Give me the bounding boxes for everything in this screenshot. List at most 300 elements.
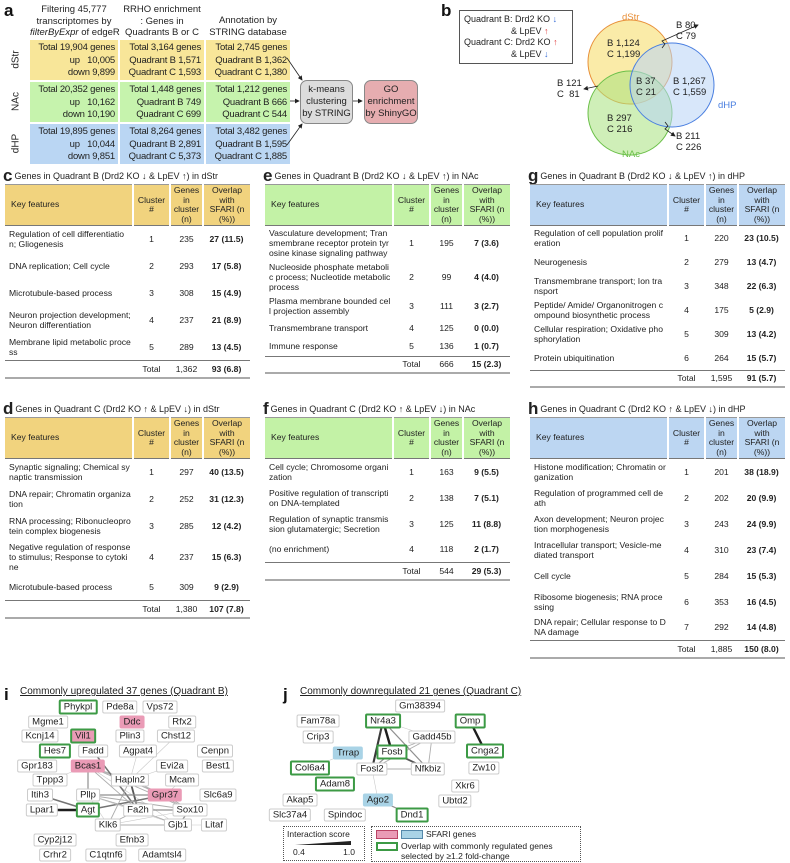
cluster-number: 3 <box>684 281 689 291</box>
down-arrow-icon: ↓ <box>552 14 558 24</box>
total-overlap: 15 (2.3) <box>463 356 510 373</box>
cluster-number: 2 <box>149 494 154 504</box>
gene-count: 308 <box>179 288 194 298</box>
total-genes: 1,362 <box>170 361 203 378</box>
stats-line: Quadrant B 749 <box>136 96 201 108</box>
set-label-dhp: dHP <box>718 100 737 111</box>
stats-line: Total 19,904 genes <box>38 42 115 53</box>
stats-line: down 9,899 <box>67 67 115 78</box>
column-header: Key features <box>5 418 133 459</box>
stats-line: Quadrant C 544 <box>222 109 287 120</box>
row-label-nac: NAc <box>10 92 22 111</box>
sfari-overlap: 11 (8.8) <box>471 518 502 529</box>
gene-count: 310 <box>714 544 729 555</box>
stats-line: Total 3,164 genes <box>129 42 201 53</box>
gene-node: Chst12 <box>157 730 195 743</box>
panel-label-i: i <box>4 685 9 704</box>
total-overlap: 93 (6.8) <box>203 361 250 378</box>
gene-count: 237 <box>179 551 194 562</box>
key-feature: Regulation of synaptic transmission glutamatergic; Secretion <box>269 513 389 534</box>
column-header: Key features <box>265 185 393 226</box>
column-header: Genes in cluster (n) <box>170 418 203 459</box>
sfari-overlap: 9 (5.5) <box>474 466 499 477</box>
gene-node: Itih3 <box>27 789 53 802</box>
gene-node: Ubtd2 <box>438 795 471 808</box>
cluster-number: 2 <box>409 272 414 282</box>
overlap-label: Overlap with commonly regulated genes <box>401 841 553 851</box>
gene-node: Ago2 <box>363 794 393 807</box>
column-header: Cluster # <box>393 418 430 459</box>
sfari-overlap: 0 (0.0) <box>474 322 499 333</box>
key-feature: DNA repair; Chromatin organization <box>9 489 131 509</box>
gene-count: 292 <box>714 622 729 633</box>
gene-count: 237 <box>179 315 194 325</box>
region-value: C 1,199 <box>607 49 641 60</box>
legend-text: Quadrant C: Drd2 KO <box>464 37 551 47</box>
gene-node: Slc6a9 <box>199 789 236 802</box>
pink-swatch-icon <box>376 830 398 839</box>
cluster-number: 4 <box>684 544 689 555</box>
header-line: RRHO enrichment <box>123 4 201 15</box>
column-header: Overlap with SFARI (n (%)) <box>203 185 250 226</box>
total-overlap: 150 (8.0) <box>738 641 785 658</box>
interaction-score-legend <box>283 826 365 861</box>
region-value: B 211 <box>676 131 701 142</box>
cluster-number: 3 <box>149 288 154 298</box>
gene-count: 309 <box>179 581 194 592</box>
gene-count: 297 <box>179 467 194 478</box>
panel-label-f: f <box>263 399 269 418</box>
down-arrow-icon: ↓ <box>544 48 549 59</box>
header-line: Quadrants B or C <box>125 27 199 38</box>
cluster-number: 5 <box>149 341 154 352</box>
total-overlap: 107 (7.8) <box>203 601 250 618</box>
cluster-number: 3 <box>684 518 689 529</box>
cluster-number: 2 <box>684 492 689 503</box>
gene-node: C1qtnf6 <box>85 849 126 862</box>
gene-node: Cyp2j12 <box>34 834 77 847</box>
legend-text: & LpEV <box>511 48 542 59</box>
sfari-overlap: 24 (9.9) <box>746 518 777 529</box>
score-max: 1.0 <box>343 847 355 857</box>
gene-count: 279 <box>714 257 729 267</box>
cluster-number: 2 <box>684 257 689 267</box>
gene-node: Fa2h <box>123 804 153 817</box>
set-label-dstr: dStr <box>622 12 640 23</box>
set-label-nac: NAc <box>622 149 640 160</box>
sfari-overlap: 1 (0.7) <box>474 341 499 352</box>
key-feature: Cell cycle; Chromosome organization <box>269 461 389 482</box>
header-line: : Genes in <box>140 15 184 27</box>
region-value: B 121 <box>557 78 582 89</box>
column-header: Overlap with SFARI (n (%)) <box>463 185 510 226</box>
cluster-number: 2 <box>149 261 154 271</box>
key-feature: (no enrichment) <box>269 544 330 555</box>
region-value: C 226 <box>676 142 702 153</box>
cluster-number: 1 <box>684 466 689 477</box>
sfari-overlap: 17 (5.8) <box>211 261 242 271</box>
total-genes: 544 <box>430 563 463 580</box>
stats-line: Total 19,895 genes <box>38 126 115 137</box>
gene-node: Gpr183 <box>17 760 57 773</box>
panel-label-j: j <box>283 685 288 704</box>
box-line: clustering <box>306 96 347 107</box>
gene-node: Fadd <box>78 745 108 758</box>
gene-node: Bcas1 <box>71 760 105 773</box>
cluster-number: 1 <box>149 234 154 245</box>
gene-node: Rfx2 <box>168 716 196 729</box>
region-value: B 37 <box>636 76 656 87</box>
key-feature: Transmembrane transport <box>269 322 369 333</box>
gene-node: Mcam <box>165 774 199 787</box>
panel-label-d: d <box>3 399 14 418</box>
sfari-overlap: 20 (9.9) <box>746 492 777 503</box>
gene-node: Dnd1 <box>396 808 429 823</box>
cluster-number: 1 <box>684 233 689 243</box>
gene-count: 138 <box>439 492 454 503</box>
key-feature: Positive regulation of transcription DNA-templated <box>269 487 389 508</box>
cluster-number: 3 <box>409 301 414 311</box>
gene-count: 220 <box>714 233 729 243</box>
cluster-number: 4 <box>684 305 689 315</box>
key-feature: Immune response <box>269 341 338 352</box>
column-header: Genes in cluster (n) <box>430 185 463 226</box>
gene-count: 163 <box>439 466 454 477</box>
sfari-overlap: 14 (4.8) <box>746 622 777 633</box>
gene-count: 252 <box>179 494 194 504</box>
column-header: Key features <box>5 185 133 226</box>
total-genes: 1,885 <box>705 641 738 658</box>
sfari-overlap: 38 (18.9) <box>744 466 779 477</box>
gene-node: Gpr37 <box>148 789 182 802</box>
column-header: Key features <box>530 185 668 226</box>
gene-node: Trrap <box>333 747 363 760</box>
total-label: Total <box>133 601 170 618</box>
box-line: by ShinyGO <box>365 108 417 119</box>
gene-count: 293 <box>179 261 194 271</box>
total-label: Total <box>393 356 430 373</box>
gene-node: Pde8a <box>102 701 137 714</box>
legend-text: & LpEV <box>511 25 542 36</box>
cluster-number: 4 <box>409 322 414 333</box>
stats-line: Quadrant C 1,380 <box>214 67 287 78</box>
column-header: Cluster # <box>133 185 170 226</box>
sfari-overlap: 22 (6.3) <box>746 281 777 291</box>
column-header: Genes in cluster (n) <box>430 418 463 459</box>
sfari-label: SFARI genes <box>426 829 477 839</box>
gene-node: Ddc <box>120 716 145 729</box>
stats-line: Quadrant C 699 <box>136 109 201 120</box>
key-feature: Cell cycle <box>534 570 571 581</box>
stats-line: Quadrant B 2,891 <box>129 138 201 150</box>
stats-line: down 10,190 <box>62 109 115 120</box>
gene-node: Omp <box>455 714 486 729</box>
gene-count: 175 <box>714 305 729 315</box>
gene-node: Evi2a <box>156 760 188 773</box>
key-feature: Nucleoside phosphate metabolic process; Nucleotide metabolic process <box>269 262 391 292</box>
total-genes: 1,595 <box>705 370 738 387</box>
gene-count: 348 <box>714 281 729 291</box>
sfari-overlap: 7 (3.6) <box>474 238 499 248</box>
gene-count: 201 <box>714 466 729 477</box>
key-feature: Neuron projection development; Neuron differentiation <box>9 310 131 330</box>
sfari-overlap: 15 (4.9) <box>211 288 242 298</box>
sfari-overlap: 4 (4.0) <box>474 272 499 282</box>
cluster-number: 4 <box>149 315 154 325</box>
cluster-number: 5 <box>409 341 414 352</box>
region-value: B 1,124 <box>607 38 640 49</box>
key-feature: DNA repair; Cellular response to DNA damage <box>534 617 666 638</box>
key-feature: Plasma membrane bounded cell projection assembly <box>269 296 391 316</box>
sfari-overlap: 12 (4.2) <box>211 521 242 531</box>
gene-node: Crip3 <box>303 731 334 744</box>
region-value: C 81 <box>557 89 580 100</box>
header-line: Filtering 45,777 <box>41 4 107 15</box>
key-feature: RNA processing; Ribonucleoprotein complex biogenesis <box>9 516 131 536</box>
cluster-number: 1 <box>409 466 414 477</box>
gene-node: Mgme1 <box>28 716 68 729</box>
stats-line: up 10,005 <box>69 54 115 66</box>
score-min: 0.4 <box>293 847 305 857</box>
gene-node: Gm38394 <box>395 700 445 713</box>
sfari-overlap: 15 (5.3) <box>746 570 777 581</box>
gene-node: Pllp <box>76 789 100 802</box>
key-feature: Peptide/ Amide/ Organonitrogen compound biosynthetic process <box>534 300 663 320</box>
score-title: Interaction score <box>287 829 350 839</box>
gene-node: Col6a4 <box>290 761 330 776</box>
panel-label-c: c <box>3 166 13 185</box>
gene-node: Vil1 <box>70 729 96 744</box>
gene-node: Kcnj14 <box>21 730 58 743</box>
column-header: Overlap with SFARI (n (%)) <box>203 418 250 459</box>
score-wedge-icon <box>287 839 359 847</box>
stats-line: Total 3,482 genes <box>215 126 287 137</box>
header-line: Annotation by <box>218 15 278 26</box>
box-line: enrichment <box>367 96 415 107</box>
key-feature: Axon development; Neuron projection morphogenesis <box>534 513 664 534</box>
table-title-text: Genes in Quadrant C (Drd2 KO ↑ & LpEV ↓) in dHP <box>540 404 746 414</box>
stats-line: up 10,162 <box>69 96 115 108</box>
key-feature: Synaptic signaling; Chemical synaptic transmission <box>9 462 130 483</box>
gene-node: Agpat4 <box>119 745 157 758</box>
sfari-overlap: 27 (11.5) <box>209 234 244 245</box>
sfari-overlap: 23 (10.5) <box>744 233 779 243</box>
column-header: Genes in cluster (n) <box>705 185 738 226</box>
key-feature: Histone modification; Chromatin organization <box>534 461 666 482</box>
column-header: Cluster # <box>668 418 705 459</box>
panel-label-e: e <box>263 166 273 185</box>
cluster-number: 4 <box>149 551 154 562</box>
gene-node: Nfkbiz <box>411 763 445 776</box>
sfari-overlap: 2 (1.7) <box>474 544 499 555</box>
column-header: Genes in cluster (n) <box>170 185 203 226</box>
table-title-text: Genes in Quadrant C (Drd2 KO ↑ & LpEV ↓) in NAc <box>270 404 476 414</box>
gene-node: Hes7 <box>39 744 71 759</box>
stats-line: Quadrant B 1,571 <box>129 54 201 66</box>
gene-node: Nr4a3 <box>365 714 401 729</box>
gene-count: 289 <box>179 341 194 352</box>
stats-line: up 10,044 <box>69 138 115 150</box>
gene-count: 284 <box>714 570 729 581</box>
gene-count: 125 <box>439 518 454 529</box>
key-feature: Regulation of cell differentiation; Gliogenesis <box>9 229 124 250</box>
gene-node: Spindoc <box>324 809 366 822</box>
table-title-text: Genes in Quadrant C (Drd2 KO ↑ & LpEV ↓) in dStr <box>15 404 220 414</box>
panel-label-b: b <box>441 1 452 20</box>
cluster-number: 5 <box>684 570 689 581</box>
gene-count: 309 <box>714 329 729 339</box>
column-header: Cluster # <box>133 418 170 459</box>
gene-count: 195 <box>439 238 454 248</box>
green-outline-swatch-icon <box>376 842 398 851</box>
row-label-dstr: dStr <box>10 50 22 69</box>
node-legend <box>371 826 581 862</box>
table-title-text: Genes in Quadrant B (Drd2 KO ↓ & LpEV ↑) in dStr <box>14 171 219 181</box>
panel-label-g: g <box>528 166 539 185</box>
sfari-overlap: 13 (4.2) <box>746 329 777 339</box>
total-genes: 1,380 <box>170 601 203 618</box>
box-line: k-means <box>308 84 345 95</box>
panel-label-h: h <box>528 399 539 418</box>
sfari-overlap: 15 (5.7) <box>746 352 777 363</box>
network-i-title: Commonly upregulated 37 genes (Quadrant B) <box>20 686 228 697</box>
column-header: Overlap with SFARI (n (%)) <box>738 185 785 226</box>
cluster-number: 6 <box>684 352 689 363</box>
key-feature: Vasculature development; Transmembrane receptor protein tyrosine kinase signaling pathway <box>269 228 389 258</box>
gene-node: Klk6 <box>95 819 121 832</box>
table-title-text: Genes in Quadrant B (Drd2 KO ↓ & LpEV ↑) in dHP <box>540 171 745 181</box>
key-feature: Microtubule-based process <box>9 581 113 592</box>
stats-line: Quadrant B 1,362 <box>215 54 287 66</box>
cluster-number: 3 <box>149 521 154 531</box>
overlap-label: selected by ≥1.2 fold-change <box>401 851 510 861</box>
key-feature: Protein ubiquitination <box>534 352 615 363</box>
sfari-overlap: 21 (8.9) <box>211 315 242 325</box>
sfari-overlap: 7 (5.1) <box>474 492 499 503</box>
gene-node: Tppp3 <box>33 774 68 787</box>
header-italic: filterByExpr <box>30 27 79 38</box>
gene-node: Cenpn <box>197 745 233 758</box>
sfari-overlap: 16 (4.5) <box>746 596 777 607</box>
key-feature: Negative regulation of response to stimulus; Response to cytokine <box>9 541 131 572</box>
box-line: GO <box>383 84 399 95</box>
gene-count: 243 <box>714 518 729 529</box>
total-label: Total <box>668 641 705 658</box>
gene-node: Cnga2 <box>466 744 504 759</box>
sfari-overlap: 3 (2.7) <box>474 301 499 311</box>
key-feature: Membrane lipid metabolic process <box>9 336 131 357</box>
region-value: C 21 <box>636 87 657 98</box>
total-label: Total <box>133 361 170 378</box>
stats-line: Total 2,745 genes <box>215 42 287 53</box>
gene-node: Fosl2 <box>356 763 387 776</box>
gene-count: 235 <box>179 234 194 245</box>
gene-node: Agt <box>76 803 100 818</box>
total-overlap: 29 (5.3) <box>463 563 510 580</box>
gene-node: Crhr2 <box>39 849 71 862</box>
gene-node: Gjb1 <box>164 819 192 832</box>
region-value: C 79 <box>676 31 697 42</box>
sfari-overlap: 9 (2.9) <box>214 581 239 592</box>
gene-count: 202 <box>714 492 729 503</box>
column-header: Overlap with SFARI (n (%)) <box>738 418 785 459</box>
gene-node: Best1 <box>202 760 234 773</box>
sfari-overlap: 13 (4.5) <box>211 341 242 352</box>
cluster-number: 6 <box>684 596 689 607</box>
region-value: B 80 <box>676 20 696 31</box>
key-feature: Microtubule-based process <box>9 288 113 298</box>
key-feature: Neurogenesis <box>534 257 588 267</box>
key-feature: Regulation of cell population proliferation <box>534 228 663 248</box>
gene-node: Adamtsl4 <box>138 849 186 862</box>
stats-line: Quadrant C 1,593 <box>128 67 201 78</box>
region-value: C 216 <box>607 124 633 135</box>
total-genes: 666 <box>430 356 463 373</box>
stats-line: Quadrant C 1,885 <box>214 151 287 162</box>
header-line: STRING database <box>209 26 287 38</box>
key-feature: DNA replication; Cell cycle <box>9 261 110 271</box>
key-feature: Transmembrane transport; Ion transport <box>534 276 663 296</box>
cluster-number: 5 <box>684 329 689 339</box>
gene-count: 264 <box>714 352 729 363</box>
gene-count: 285 <box>179 521 194 531</box>
sfari-overlap: 31 (12.3) <box>209 494 244 504</box>
cluster-number: 7 <box>684 622 689 633</box>
gene-node: Plin3 <box>115 730 144 743</box>
header-line: transcriptomes by <box>36 15 112 27</box>
row-label-dhp: dHP <box>10 133 22 154</box>
gene-count: 136 <box>439 341 454 352</box>
gene-node: Phykpl <box>59 700 98 715</box>
region-value: B 297 <box>607 113 632 124</box>
sfari-overlap: 23 (7.4) <box>746 544 777 555</box>
stats-line: Quadrant B 1,595 <box>215 138 287 150</box>
stats-line: Total 20,352 genes <box>38 84 115 95</box>
key-feature: Cellular respiration; Oxidative phosphorylation <box>534 324 663 344</box>
header-line: of edgeR <box>78 27 120 38</box>
gene-node: Fam78a <box>297 715 340 728</box>
key-feature: Intracellular transport; Vesicle-mediated transport <box>534 539 662 560</box>
gene-node: Akap5 <box>283 794 318 807</box>
table-title-text: Genes in Quadrant B (Drd2 KO ↓ & LpEV ↑) in NAc <box>274 171 479 181</box>
cluster-number: 1 <box>149 467 154 478</box>
cluster-number: 1 <box>409 238 414 248</box>
column-header: Overlap with SFARI (n (%)) <box>463 418 510 459</box>
gene-node: Vps72 <box>143 701 178 714</box>
sfari-overlap: 15 (6.3) <box>211 551 242 562</box>
stats-line: Quadrant C 5,373 <box>128 151 201 162</box>
gene-count: 118 <box>439 544 454 555</box>
gene-node: Litaf <box>201 819 227 832</box>
cluster-number: 2 <box>409 492 414 503</box>
sfari-overlap: 13 (4.7) <box>746 257 777 267</box>
stats-line: down 9,851 <box>67 151 115 162</box>
key-feature: Regulation of programmed cell death <box>534 487 663 508</box>
sfari-overlap: 5 (2.9) <box>749 305 774 315</box>
gene-node: Adam8 <box>315 777 355 792</box>
gene-node: Sox10 <box>173 804 208 817</box>
box-line: by STRING <box>302 108 351 119</box>
stats-line: Total 8,264 genes <box>129 126 201 137</box>
region-value: B 1,267 <box>673 76 706 87</box>
gene-node: Zw10 <box>468 762 499 775</box>
total-overlap: 91 (5.7) <box>738 370 785 387</box>
column-header: Key features <box>265 418 393 459</box>
network-j-title: Commonly downregulated 21 genes (Quadrant C) <box>300 686 522 697</box>
key-feature: Ribosome biogenesis; RNA processing <box>534 591 663 612</box>
panel-label-a: a <box>4 1 14 20</box>
cluster-number: 4 <box>409 544 414 555</box>
